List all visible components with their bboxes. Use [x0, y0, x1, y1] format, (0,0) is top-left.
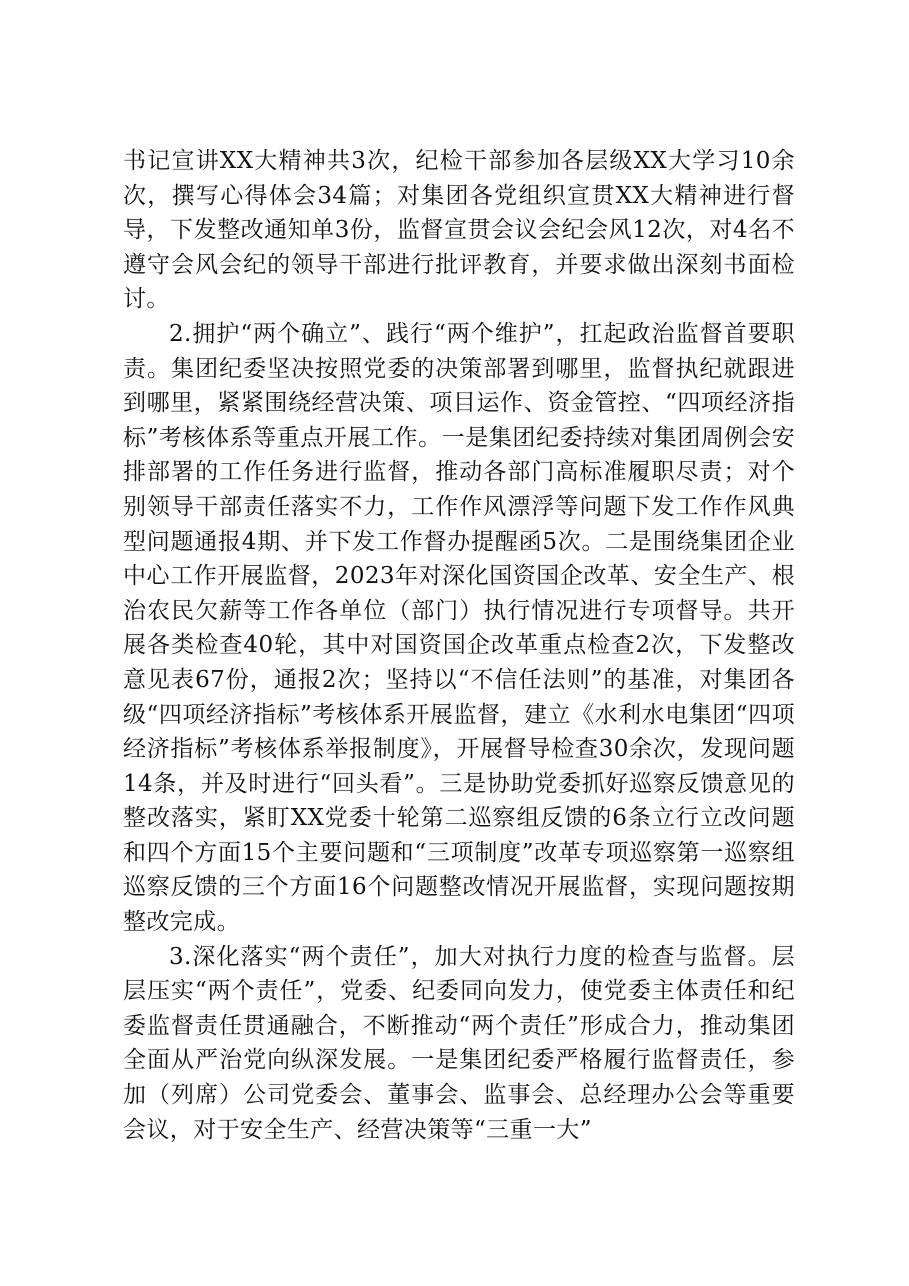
document-body [123, 144, 795, 1147]
paragraph-item-2: 2.拥护“两个确立”、践行“两个维护”，扛起政治监督首要职责。集团纪委坚决按照党委的决策部署到哪里，监督执纪就跟进到哪里，紧紧围绕经营决策、项目运作、资金管控、“四项经济指标”考核体系等重点开展工作。一是集团纪委持续对集团周例会安排部署的工作任务进行监督，推动各部门高标准履职尽责；对个别领导干部责任落实不力，工作作风漂浮等问题下发工作作风典型问题通报4期、并下发工作督办提醒函5次。二是围绕集团企业中心工作开展监督，2023年对深化国资国企改革、安全生产、根治农民欠薪等工作各单位（部门）执行情况进行专项督导。共开展各类检查40轮，其中对国资国企改革重点检查2次，下发整改意见表67份，通报2次；坚持以“不信任法则”的基准，对集团各级“四项经济指标”考核体系开展监督，建立《水利水电集团“四项经济指标”考核体系举报制度》，开展督导检查30余次，发现问题14条，并及时进行“回头看”。三是协助党委抓好巡察反馈意见的整改落实，紧盯XX党委十轮第二巡察组反馈的6条立行立改问题和四个方面15个主要问题和“三项制度”改革专项巡察第一巡察组巡察反馈的三个方面16个问题整改情况开展监督，实现问题按期整改完成。 [123, 320, 795, 936]
paragraph-continuation: 书记宣讲XX大精神共3次，纪检干部参加各层级XX大学习10余次，撰写心得体会34篇；对集团各党组织宣贯XX大精神进行督导，下发整改通知单3份，监督宣贯会议会纪会风12次，对4名不遵守会风会纪的领导干部进行批评教育，并要求做出深刻书面检讨。 [123, 148, 795, 313]
paragraph-item-3: 3.深化落实“两个责任”，加大对执行力度的检查与监督。层层压实“两个责任”，党委、纪委同向发力，使党委主体责任和纪委监督责任贯通融合，不断推动“两个责任”形成合力，推动集团全面从严治党向纵深发展。一是集团纪委严格履行监督责任，参加（列席）公司党委会、董事会、监事会、总经理办公会等重要会议，对于安全生产、经营决策等“三重一大” [123, 943, 795, 1143]
